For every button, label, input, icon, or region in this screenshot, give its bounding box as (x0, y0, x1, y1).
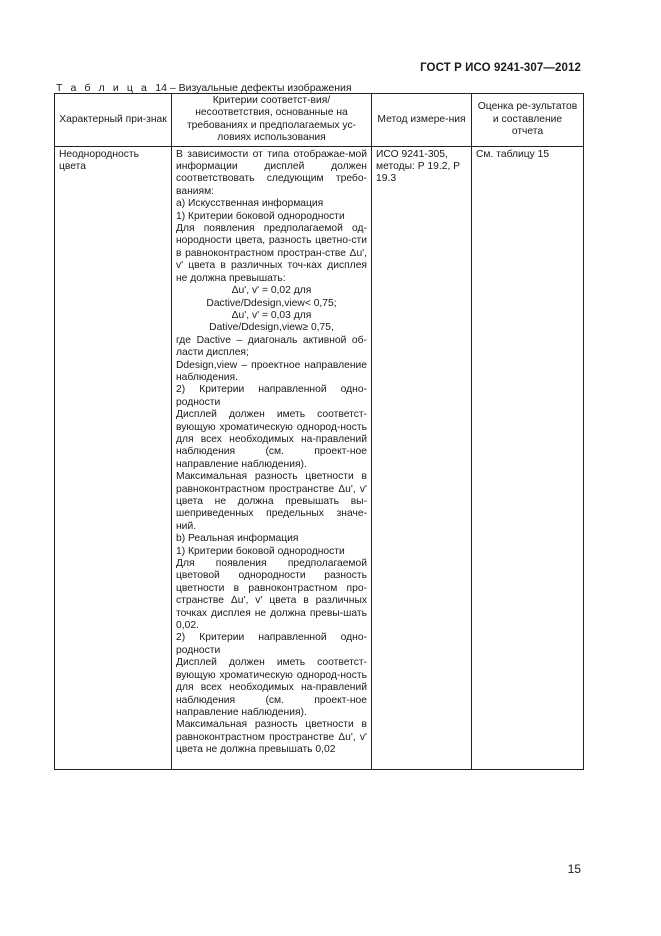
criteria-paragraph: Ddesign,view – проектное направление наблюдения. (176, 359, 367, 383)
criteria-paragraph: 1) Критерии боковой однородности (176, 210, 345, 222)
page-number: 15 (567, 862, 581, 876)
criteria-paragraph: Максимальная разность цветности в равноконтрастном пространстве Δu', v' цвета не должна превышать вы-шеприведенных предельных значе-ний. (176, 471, 367, 532)
document-id-header: ГОСТ Р ИСО 9241-307—2012 (420, 62, 581, 74)
criteria-paragraph: В зависимости от типа отображае-мой информации дисплей должен соответствовать следующим требо-ваниям: (176, 148, 367, 197)
formula-line: Dactive/Ddesign,view< 0,75; (206, 297, 337, 309)
table-caption-prefix: Т а б л и ц а (56, 82, 150, 94)
criteria-paragraph: а) Искусственная информация (176, 198, 324, 210)
criteria-paragraph: Дисплей должен иметь соответст-вующую хроматическую однород-ность для всех необходимых на-правлений наблюдения (см. проект-ное направление наблюдения). (176, 657, 367, 718)
criteria-paragraph: 2) Критерии направленной одно-родности (176, 384, 367, 408)
criteria-paragraph: где Dactive – диагональ активной об-ласти дисплея; (176, 334, 367, 359)
criteria-paragraph: Дисплей должен иметь соответст-вующую хроматическую однород-ность для всех необходимых на-правлений наблюдения (см. проект-ное направление наблюдения). (176, 409, 367, 470)
criteria-paragraph: 1) Критерии боковой однородности (176, 545, 345, 557)
column-header-criteria: Критерии соответст-вия/несоответствия, основанные на требованиях и предполагаемых ус-ловиях использования (172, 94, 372, 147)
formula-line: Δu', v' = 0,02 для (231, 285, 312, 297)
formula-line: Dative/Ddesign,view≥ 0,75, (209, 322, 334, 334)
method-cell: ИСО 9241-305, методы: Р 19.2, Р 19.3 (372, 146, 472, 769)
table-header-row (55, 94, 584, 147)
table-caption-text: 14 – Визуальные дефекты изображения (155, 82, 352, 94)
criteria-paragraph: b) Реальная информация (176, 533, 299, 545)
column-header-feature: Характерный при-знак (55, 94, 172, 147)
table-row (55, 146, 584, 769)
report-cell: См. таблицу 15 (472, 146, 584, 769)
criteria-paragraph: Для появления предполагаемой од-нородности цвета, разность цветно-сти в равноконтрастном простран-стве Δu', v' цвета в различных точ-ках дисплея не должна превышать: (176, 223, 367, 284)
criteria-paragraph: 2) Критерии направленной одно-родности (176, 632, 367, 656)
column-header-report: Оценка ре-зультатов и составление отчета (472, 94, 584, 147)
feature-cell: Неоднородность цвета (55, 146, 172, 769)
visual-defects-table (54, 93, 584, 770)
formula-line: Δu', v' = 0,03 для (231, 309, 312, 321)
criteria-paragraph: Максимальная разность цветности в равноконтрастном пространстве Δu', v' цвета не должна превышать 0,02 (176, 719, 367, 756)
column-header-method: Метод измере-ния (372, 94, 472, 147)
criteria-paragraph: Для появления предполагаемой цветовой однородности разность цветности в равноконтрастном про-странстве Δu', v' цвета в различных точках дисплея не должна превы-шать 0,02. (176, 558, 367, 632)
criteria-cell (172, 146, 372, 769)
